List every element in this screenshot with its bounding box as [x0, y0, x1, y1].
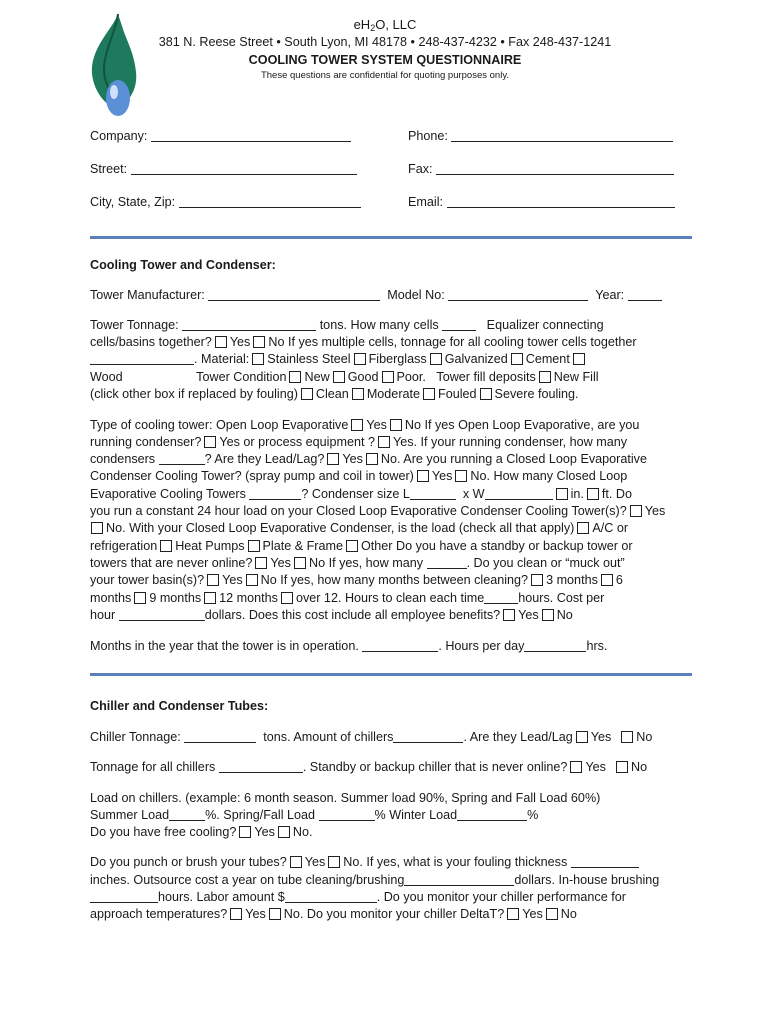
city-label: City, State, Zip:: [90, 195, 176, 209]
six-months-checkbox[interactable]: [601, 574, 613, 586]
fouled-checkbox[interactable]: [423, 388, 435, 400]
new-fill-checkbox[interactable]: [539, 371, 551, 383]
company-label: Company:: [90, 129, 148, 143]
tube-brush-no-checkbox[interactable]: [328, 856, 340, 868]
process-equipment-checkbox[interactable]: [378, 436, 390, 448]
approach-line: approach temperatures? Yes No. Do you monitor your chiller DeltaT? Yes No: [90, 907, 577, 921]
street-label: Street:: [90, 162, 128, 176]
total-chillers-input[interactable]: [219, 759, 303, 773]
open-loop-yes-checkbox[interactable]: [351, 419, 363, 431]
tower-type-line: Type of cooling tower: Open Loop Evaporative Yes No If yes Open Loop Evaporative, are you: [90, 418, 640, 432]
basin-clean-yes-checkbox[interactable]: [207, 574, 219, 586]
winter-load-input[interactable]: [457, 807, 527, 821]
load-chillers-line: Load on chillers. (example: 6 month season. Summer load 90%, Spring and Fall Load 60%): [90, 791, 601, 805]
basins-line: cells/basins together? Yes No If yes multiple cells, tonnage for all cooling tower cells together: [90, 335, 637, 349]
hours-per-day-input[interactable]: [524, 638, 586, 652]
ac-checkbox[interactable]: [577, 522, 589, 534]
nine-months-checkbox[interactable]: [134, 592, 146, 604]
condition-line: Wood Tower Condition New Good Poor. Tower fill deposits New Fill: [90, 370, 599, 384]
condensers-input[interactable]: [159, 451, 205, 465]
deltat-yes-checkbox[interactable]: [507, 908, 519, 920]
open-loop-no-checkbox[interactable]: [390, 419, 402, 431]
load-type-line: No. With your Closed Loop Evaporative Condenser, is the load (check all that apply) A/C or: [88, 520, 628, 537]
inches-checkbox[interactable]: [556, 488, 568, 500]
fax-field[interactable]: [408, 161, 674, 178]
standby-chiller-yes-checkbox[interactable]: [570, 761, 582, 773]
year-input[interactable]: [628, 287, 662, 301]
free-cooling-yes-checkbox[interactable]: [239, 826, 251, 838]
cost-line: hour dollars. Does this cost include all employee benefits? Yes No: [90, 608, 573, 622]
operation-months-line: Months in the year that the tower is in operation. . Hours per day hrs.: [90, 639, 608, 653]
new-condition-checkbox[interactable]: [289, 371, 301, 383]
condenser-size-line: Evaporative Cooling Towers ? Condenser size L x W in. ft. Do: [90, 487, 632, 501]
chiller-total-line: Tonnage for all chillers . Standby or backup chiller that is never online? Yes No: [90, 760, 648, 774]
street-field[interactable]: [90, 161, 357, 178]
standby-count-input[interactable]: [427, 555, 467, 569]
deltat-no-checkbox[interactable]: [546, 908, 558, 920]
outsource-line: inches. Outsource cost a year on tube cleaning/brushing dollars. In-house brushing: [90, 873, 660, 887]
over-twelve-checkbox[interactable]: [281, 592, 293, 604]
tonnage-line: Tower Tonnage: tons. How many cells Equalizer connecting: [90, 318, 604, 332]
three-months-checkbox[interactable]: [531, 574, 543, 586]
tube-brush-line: Do you punch or brush your tubes? Yes No. If yes, what is your fouling thickness: [90, 854, 639, 871]
water-drop: [106, 80, 130, 116]
months-operation-input[interactable]: [362, 638, 438, 652]
chiller-leadlag-yes-checkbox[interactable]: [576, 731, 588, 743]
labor-line: hours. Labor amount $ . Do you monitor your chiller performance for: [90, 889, 626, 906]
free-cooling-line: Do you have free cooling? Yes No.: [90, 825, 313, 839]
closed-loop-no-checkbox[interactable]: [455, 470, 467, 482]
form-subtitle: These questions are confidential for quoting purposes only.: [260, 70, 510, 81]
moderate-checkbox[interactable]: [352, 388, 364, 400]
standby-line: towers that are never online? Yes No If yes, how many . Do you clean or “muck out”: [90, 556, 625, 570]
total-tonnage-input[interactable]: [90, 351, 194, 365]
cement-checkbox[interactable]: [511, 353, 523, 365]
benefits-yes-checkbox[interactable]: [503, 609, 515, 621]
good-condition-checkbox[interactable]: [333, 371, 345, 383]
labor-amount-input[interactable]: [285, 889, 377, 903]
approach-yes-checkbox[interactable]: [230, 908, 242, 920]
material-line: . Material: Stainless Steel Fiberglass Galvanized Cement: [90, 351, 588, 368]
approach-no-checkbox[interactable]: [269, 908, 281, 920]
condensers-count-line: condensers ? Are they Lead/Lag? Yes No. Are you running a Closed Loop Evaporative: [90, 452, 647, 466]
clean-checkbox[interactable]: [301, 388, 313, 400]
cost-per-hour-input[interactable]: [119, 607, 205, 621]
load-options-line: refrigeration Heat Pumps Plate & Frame Other Do you have a standby or backup tower or: [90, 539, 633, 553]
email-field[interactable]: [408, 194, 675, 211]
galvanized-checkbox[interactable]: [430, 353, 442, 365]
width-input[interactable]: [485, 486, 553, 500]
basin-clean-line: your tower basin(s)? Yes No If yes, how many months between cleaning? 3 months 6: [90, 573, 623, 587]
chiller-tonnage-input[interactable]: [184, 729, 256, 743]
basin-clean-no-checkbox[interactable]: [246, 574, 258, 586]
water-drop-highlight: [110, 85, 118, 99]
length-input[interactable]: [410, 486, 456, 500]
towers-count-input[interactable]: [249, 486, 301, 500]
company-name: $eH_2O$, LLC: [353, 17, 417, 33]
model-input[interactable]: [448, 287, 588, 301]
basins-no-checkbox[interactable]: [253, 336, 265, 348]
phone-field[interactable]: [408, 128, 673, 145]
condenser-line: running condenser? Yes or process equipment ? Yes. If your running condenser, how many: [90, 435, 628, 449]
feet-checkbox[interactable]: [587, 488, 599, 500]
severe-fouling-checkbox[interactable]: [480, 388, 492, 400]
heat-pumps-checkbox[interactable]: [160, 540, 172, 552]
free-cooling-no-checkbox[interactable]: [278, 826, 290, 838]
basins-yes-checkbox[interactable]: [215, 336, 227, 348]
company-field[interactable]: [90, 128, 351, 145]
chiller-tonnage-line: Chiller Tonnage: tons. Amount of chillers . Are they Lead/Lag Yes No: [90, 730, 653, 744]
plate-frame-checkbox[interactable]: [248, 540, 260, 552]
leadlag-no-checkbox[interactable]: [366, 453, 378, 465]
standby-chiller-no-checkbox[interactable]: [616, 761, 628, 773]
tonnage-input[interactable]: [182, 317, 316, 331]
wood-checkbox[interactable]: [573, 353, 585, 365]
constant-load-no-checkbox[interactable]: [91, 522, 103, 534]
fiberglass-checkbox[interactable]: [354, 353, 366, 365]
inhouse-hours-input[interactable]: [90, 889, 158, 903]
city-field[interactable]: [90, 194, 361, 211]
chiller-heading: Chiller and Condenser Tubes:: [90, 699, 269, 713]
manufacturer-input[interactable]: [208, 287, 380, 301]
twelve-months-checkbox[interactable]: [204, 592, 216, 604]
other-checkbox[interactable]: [346, 540, 358, 552]
running-condenser-checkbox[interactable]: [204, 436, 216, 448]
form-title: COOLING TOWER SYSTEM QUESTIONNAIRE: [248, 53, 522, 67]
cells-input[interactable]: [442, 317, 476, 331]
closed-loop-line: Condenser Cooling Tower? (spray pump and coil in tower) Yes No. How many Closed Loop: [90, 469, 628, 483]
fouling-line: (click other box if replaced by fouling) Clean Moderate Fouled Severe fouling.: [90, 387, 579, 401]
leadlag-yes-checkbox[interactable]: [327, 453, 339, 465]
phone-label: Phone:: [408, 129, 448, 143]
fax-label: Fax:: [408, 162, 433, 176]
benefits-no-checkbox[interactable]: [542, 609, 554, 621]
section-divider-2: [90, 673, 692, 676]
fouling-thickness-input[interactable]: [571, 854, 639, 868]
cooling-heading: Cooling Tower and Condenser:: [90, 258, 276, 272]
closed-loop-yes-checkbox[interactable]: [417, 470, 429, 482]
clean-interval-line: months 9 months 12 months over 12. Hours to clean each time hours. Cost per: [90, 591, 605, 605]
chiller-count-input[interactable]: [393, 729, 463, 743]
standby-no-checkbox[interactable]: [294, 557, 306, 569]
outsource-cost-input[interactable]: [404, 872, 514, 886]
stainless-checkbox[interactable]: [252, 353, 264, 365]
company-address: 381 N. Reese Street • South Lyon, MI 48178 • 248-437-4232 • Fax 248-437-1241: [158, 35, 612, 49]
tube-brush-yes-checkbox[interactable]: [290, 856, 302, 868]
spring-load-input[interactable]: [319, 807, 375, 821]
chiller-leadlag-no-checkbox[interactable]: [621, 731, 633, 743]
constant-load-yes-checkbox[interactable]: [630, 505, 642, 517]
email-label: Email:: [408, 195, 443, 209]
manufacturer-line: Tower Manufacturer: Model No: Year:: [90, 287, 662, 304]
seasonal-load-line: Summer Load %. Spring/Fall Load % Winter Load %: [90, 808, 539, 822]
summer-load-input[interactable]: [169, 807, 205, 821]
hours-clean-input[interactable]: [484, 590, 518, 604]
standby-yes-checkbox[interactable]: [255, 557, 267, 569]
constant-load-line: you run a constant 24 hour load on your Closed Loop Evaporative Condenser Cooling Tower(s)? Yes: [90, 504, 666, 518]
poor-condition-checkbox[interactable]: [382, 371, 394, 383]
section-divider: [90, 236, 692, 239]
